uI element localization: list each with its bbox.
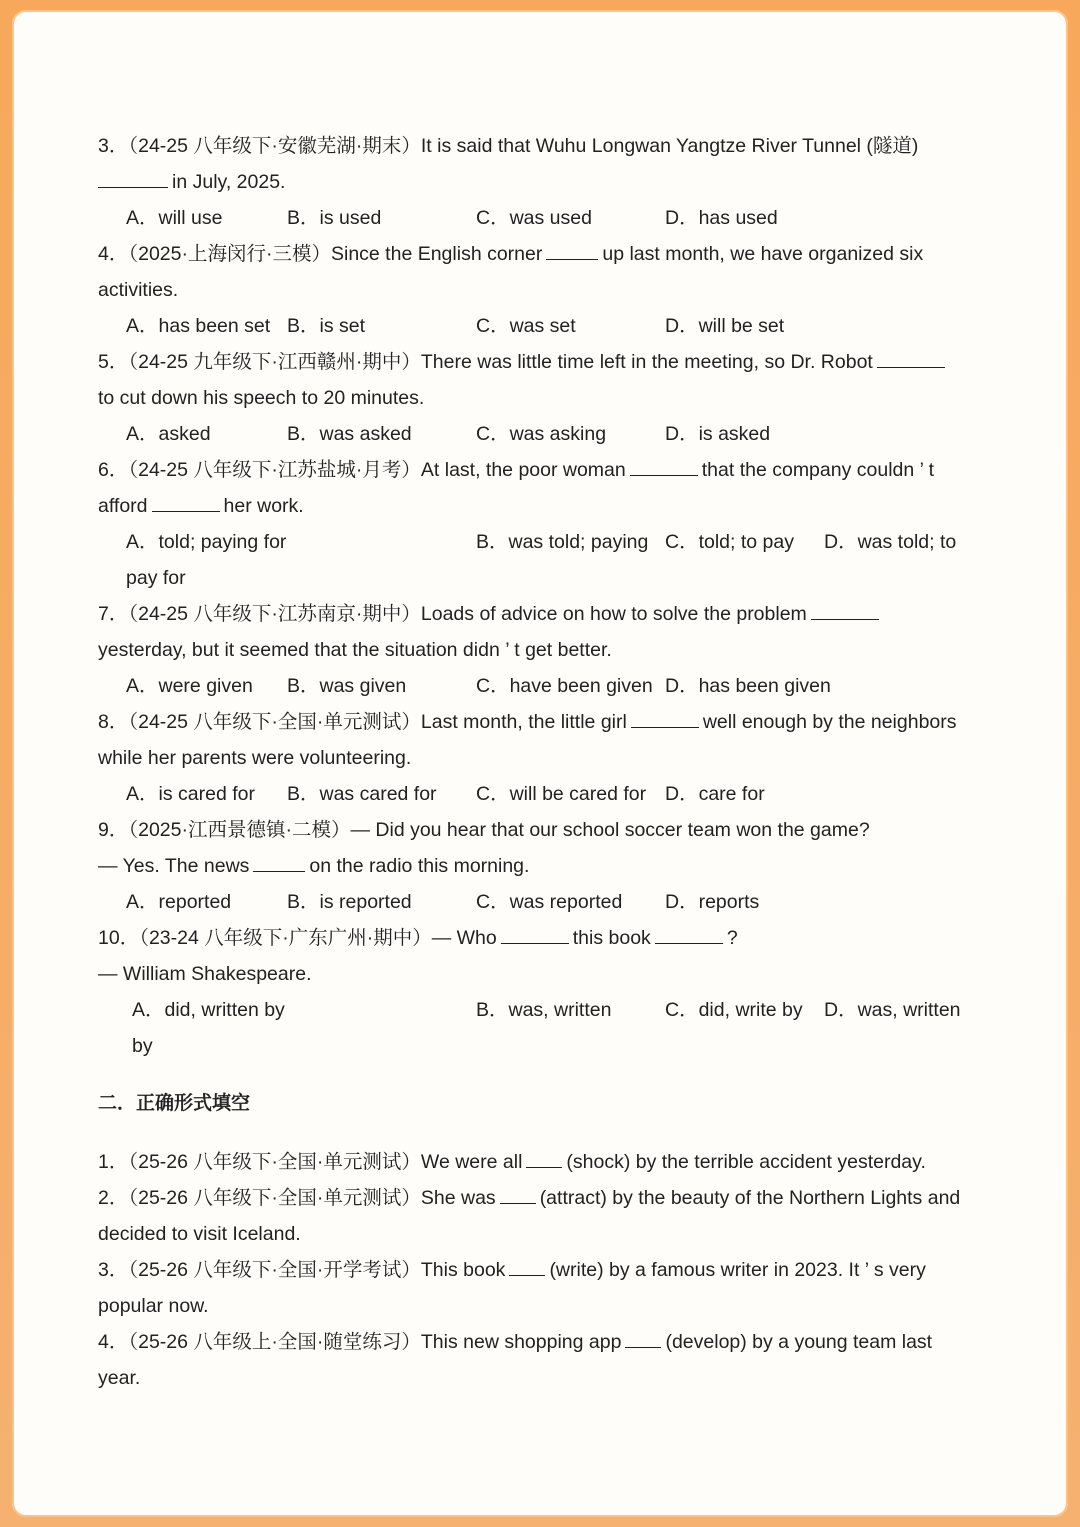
question-text: well enough by the neighbors	[702, 711, 957, 733]
question-source: （23-24 八年级下·广东广州·期中）	[139, 927, 432, 949]
option-a[interactable]: A．were given	[126, 675, 253, 697]
question-text: This new shopping app	[420, 1331, 622, 1353]
question-text: (develop) by a young team last	[665, 1331, 933, 1353]
option-a[interactable]: A．will use	[126, 207, 223, 229]
question-number: 10．	[98, 927, 140, 949]
question-text: ?	[726, 927, 738, 949]
question-9	[98, 812, 998, 884]
question-3	[98, 128, 998, 200]
option-d[interactable]: D．was, written	[824, 999, 961, 1021]
question-text: There was little time left in the meeting, so Dr. Robot	[420, 351, 873, 373]
option-c[interactable]: C．have been given	[476, 675, 653, 697]
question-source: （24-25 八年级下·江苏盐城·月考）	[128, 459, 421, 481]
question-text: It is said that Wuhu Longwan Yangtze River Tunnel (隧道)	[420, 135, 919, 157]
question-10	[98, 920, 998, 992]
document-page	[12, 10, 1068, 1517]
question-text: decided to visit Iceland.	[98, 1223, 301, 1245]
question-text: (attract) by the beauty of the Northern Lights and	[539, 1187, 961, 1209]
answer-blank	[253, 853, 305, 872]
question-number: 3．	[98, 135, 129, 157]
question-number: 1．	[98, 1151, 129, 1173]
question-number: 5．	[98, 351, 129, 373]
question-source: （24-25 八年级下·全国·单元测试）	[128, 711, 421, 733]
answer-blank	[631, 709, 699, 728]
option-b[interactable]: B．was cared for	[287, 783, 437, 805]
document-content	[98, 128, 998, 1396]
option-b[interactable]: B．is reported	[287, 891, 412, 913]
question-source: （2025·上海闵行·三模）	[128, 243, 331, 265]
question-text: popular now.	[98, 1295, 209, 1317]
option-a[interactable]: A．asked	[126, 423, 211, 445]
question-text: while her parents were volunteering.	[98, 747, 412, 769]
question-text: afford	[98, 495, 148, 517]
question-text: She was	[420, 1187, 496, 1209]
option-a[interactable]: A．reported	[126, 891, 232, 913]
option-d[interactable]: D．has used	[665, 207, 778, 229]
answer-blank	[625, 1329, 661, 1348]
answer-blank	[655, 925, 723, 944]
question-text: her work.	[223, 495, 304, 517]
question-8	[98, 704, 998, 776]
option-a[interactable]: A．did, written by	[132, 999, 285, 1021]
question-number: 3．	[98, 1259, 129, 1281]
fill-item-3	[98, 1252, 998, 1324]
question-number: 8．	[98, 711, 129, 733]
question-text: in July, 2025.	[172, 171, 286, 193]
question-number: 4．	[98, 243, 129, 265]
option-c[interactable]: C．was set	[476, 315, 576, 337]
question-text: yesterday, but it seemed that the situation didn ’ t get better.	[98, 639, 612, 661]
question-text: Last month, the little girl	[420, 711, 627, 733]
option-b[interactable]: B．was told; paying	[476, 531, 649, 553]
options-row	[98, 668, 998, 704]
answer-blank	[526, 1149, 562, 1168]
options-row	[98, 308, 998, 344]
question-text: on the radio this morning.	[309, 855, 530, 877]
option-b[interactable]: B．was, written	[476, 999, 612, 1021]
answer-blank	[546, 241, 598, 260]
question-source: （25-26 八年级下·全国·开学考试）	[128, 1259, 421, 1281]
question-text: (write) by a famous writer in 2023. It ’ s very	[549, 1259, 926, 1281]
answer-blank	[630, 457, 698, 476]
option-c[interactable]: C．was used	[476, 207, 592, 229]
fill-item-1	[98, 1144, 998, 1180]
question-source: （25-26 八年级下·全国·单元测试）	[128, 1187, 421, 1209]
question-text: this book	[572, 927, 651, 949]
question-number: 7．	[98, 603, 129, 625]
option-a[interactable]: A．has been set	[126, 315, 271, 337]
option-c[interactable]: C．was asking	[476, 423, 607, 445]
question-text: to cut down his speech to 20 minutes.	[98, 387, 425, 409]
answer-blank	[501, 925, 569, 944]
question-number: 2．	[98, 1187, 129, 1209]
answer-blank	[152, 493, 220, 512]
question-text: — William Shakespeare.	[98, 963, 312, 985]
option-d[interactable]: D．was told; to	[824, 531, 957, 553]
question-number: 4．	[98, 1331, 129, 1353]
question-text: activities.	[98, 279, 179, 301]
answer-blank	[98, 169, 168, 188]
option-c[interactable]: C．told; to pay	[665, 531, 794, 553]
question-source: （2025·江西景德镇·二模）	[128, 819, 351, 841]
option-d-continued: pay for	[126, 567, 186, 589]
option-c[interactable]: C．will be cared for	[476, 783, 647, 805]
question-text: year.	[98, 1367, 141, 1389]
options-row	[98, 524, 998, 596]
question-text: that the company couldn ’ t	[701, 459, 935, 481]
question-text: — Who	[431, 927, 497, 949]
option-d[interactable]: D．has been given	[665, 675, 831, 697]
question-text: We were all	[420, 1151, 523, 1173]
fill-item-2	[98, 1180, 998, 1252]
question-text: Since the English corner	[330, 243, 543, 265]
question-5	[98, 344, 998, 416]
fill-item-4	[98, 1324, 998, 1396]
option-c[interactable]: C．was reported	[476, 891, 623, 913]
option-a[interactable]: A．is cared for	[126, 783, 255, 805]
option-b[interactable]: B．is used	[287, 207, 382, 229]
answer-blank	[509, 1257, 545, 1276]
option-b[interactable]: B．is set	[287, 315, 366, 337]
question-source: （24-25 八年级下·安徽芜湖·期末）	[128, 135, 421, 157]
question-4	[98, 236, 998, 308]
question-source: （24-25 八年级下·江苏南京·期中）	[128, 603, 421, 625]
question-text: Loads of advice on how to solve the problem	[420, 603, 807, 625]
answer-blank	[811, 601, 879, 620]
question-text: This book	[420, 1259, 506, 1281]
question-text: up last month, we have organized six	[602, 243, 924, 265]
section-title: 二．正确形式填空	[98, 1093, 251, 1114]
option-d[interactable]: D．reports	[665, 891, 760, 913]
options-row	[98, 884, 998, 920]
question-number: 9．	[98, 819, 129, 841]
options-row	[98, 992, 998, 1064]
question-6	[98, 452, 998, 524]
answer-blank	[500, 1185, 536, 1204]
question-7	[98, 596, 998, 668]
question-source: （25-26 八年级下·全国·单元测试）	[128, 1151, 421, 1173]
options-row	[98, 776, 998, 812]
question-text: (shock) by the terrible accident yesterday.	[566, 1151, 926, 1173]
option-a[interactable]: A．told; paying for	[126, 531, 287, 553]
option-b[interactable]: B．was asked	[287, 423, 412, 445]
question-text: At last, the poor woman	[420, 459, 626, 481]
option-b[interactable]: B．was given	[287, 675, 407, 697]
option-d[interactable]: D．will be set	[665, 315, 785, 337]
question-number: 6．	[98, 459, 129, 481]
options-row	[98, 200, 998, 236]
question-source: （25-26 八年级上·全国·随堂练习）	[128, 1331, 421, 1353]
answer-blank	[877, 349, 945, 368]
option-d[interactable]: D．is asked	[665, 423, 771, 445]
question-text: — Did you hear that our school soccer team won the game?	[350, 819, 870, 841]
option-c[interactable]: C．did, write by	[665, 999, 803, 1021]
question-source: （24-25 九年级下·江西赣州·期中）	[128, 351, 421, 373]
option-d[interactable]: D．care for	[665, 783, 765, 805]
question-text: — Yes. The news	[98, 855, 250, 877]
options-row	[98, 416, 998, 452]
option-d-continued: by	[132, 1035, 153, 1057]
